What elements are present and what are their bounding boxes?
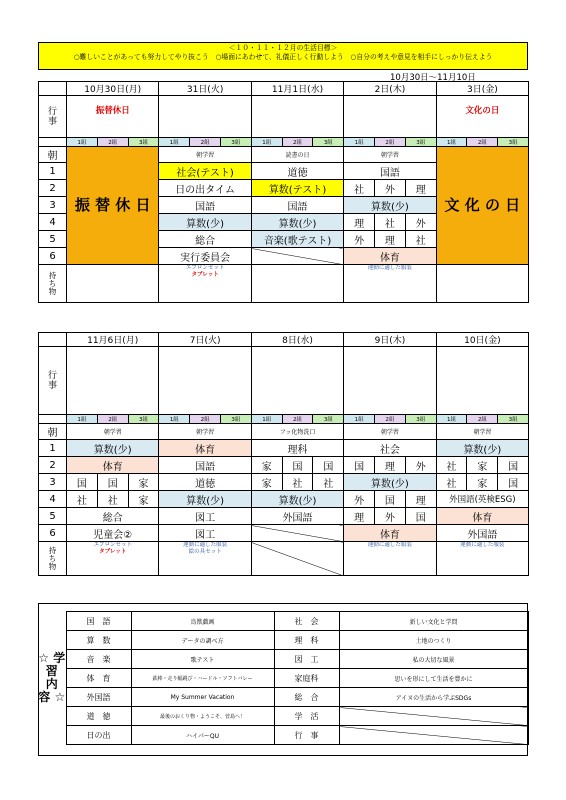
class-3-label: 3組 [128,138,159,147]
goal-text: ○難しいことがあっても努力してやり抜こう ○場面にあわせて、礼儀正しく行動しよう ○自分の考えや意見を相手にしっかり伝えよう [73,53,493,61]
class-2-label: 2組 [97,415,128,424]
lesson-cell: 図工 [159,525,251,542]
lesson-cell: 道徳 [251,163,343,180]
lesson-cell: 音楽(歌テスト) [251,231,343,248]
lesson-cell: 外 [405,457,436,474]
morning-cell: 朝学習 [159,424,251,440]
class-1-label: 1組 [159,138,190,147]
lesson-cell: 社 [436,474,467,491]
morning-label: 朝 [39,147,67,163]
lesson-cell: 外 [375,508,406,525]
event-cell [344,96,436,138]
week1-table: 10月30日(月) 31日(火) 11月1日(水) 2日(木) 3日(金) 行 事 振替休日 文化の日 1組 2組 3組 1組 2組 3組 1組 2組 3組 1組 2組 3組 1組 2組 3組 朝 振 替 休 日 朝学習 読書の日 朝学習 文 化 の 日 1 社会(テスト) 道徳 国語 2 日の出タイム 算数(テスト) 社 外 理 3 国語 国語 算数(少) 4 算数(少) 算数(少) 理 社 外 5 総合 音楽(歌テスト) 外 理 社 6 実行委員会 体育 持 ち 物 エプロンセット タブレット 運動に適した服装 [38,81,529,303]
class-1-label: 1組 [159,415,190,424]
subject-label: 外国語 [66,688,131,707]
lesson-cell: 日の出タイム [159,180,251,197]
lesson-cell: 算数(少) [436,440,528,457]
class-1-label: 1組 [436,415,467,424]
subject-label: 日の出 [66,726,131,745]
subject-label: 音 楽 [66,650,131,669]
class-1-label: 1組 [67,415,98,424]
morning-cell: 朝学習 [159,147,251,163]
lesson-cell: 国 [344,457,375,474]
empty-slot [251,525,343,542]
lesson-cell: 国 [498,474,529,491]
lesson-cell: 理 [405,491,436,508]
lesson-cell: 国 [498,457,529,474]
lesson-cell: 算数(少) [344,197,436,214]
lesson-cell: 外 [344,491,375,508]
holiday-block: 文 化 の 日 [436,147,528,265]
subject-label: 道 徳 [66,707,131,726]
subject-content: 土地のつくり [339,631,528,650]
study-content-table [38,611,529,745]
belongings-label: 持 ち 物 [39,265,67,303]
subject-label: 総 合 [274,688,339,707]
lesson-cell: 家 [467,474,498,491]
lesson-cell: 算数(少) [251,491,343,508]
belongings-cell: 運動に適した服装 [344,542,436,576]
lesson-cell: 算数(少) [251,214,343,231]
lesson-cell: 家 [251,457,282,474]
lesson-cell: 外 [405,214,436,231]
class-2-label: 2組 [282,415,313,424]
subject-label: 社 会 [274,612,339,631]
lesson-cell: 外国語 [251,508,343,525]
class-3-label: 3組 [405,415,436,424]
lesson-cell: 社 [344,180,375,197]
lesson-cell: 総合 [159,231,251,248]
event-cell: 文化の日 [436,96,528,138]
class-3-label: 3組 [313,415,344,424]
subject-label: 学 活 [274,707,339,726]
lesson-cell: 理科 [251,440,343,457]
class-1-label: 1組 [344,138,375,147]
morning-cell: 読書の日 [251,147,343,163]
event-cell: 振替休日 [67,96,159,138]
life-goal-banner [38,42,528,70]
class-1-label: 1組 [436,138,467,147]
lesson-cell: 国語 [251,197,343,214]
class-2-label: 2組 [282,138,313,147]
lesson-cell: 算数(少) [159,214,251,231]
class-3-label: 3組 [313,138,344,147]
morning-cell: 朝学習 [436,424,528,440]
day-header: 9日(木) [344,333,436,347]
study-title: ☆ 学 習 内 容 ☆ [38,651,66,704]
subject-content: 歌テスト [131,650,274,669]
lesson-cell: 外国語(英検ESG) [436,491,528,508]
lesson-cell: 算数(少) [344,474,436,491]
class-1-label: 1組 [251,138,282,147]
lesson-cell: 社 [282,474,313,491]
class-3-label: 3組 [220,138,251,147]
event-cell [159,96,251,138]
lesson-cell: 国 [282,457,313,474]
subject-content: ハイパーQU [131,726,274,745]
class-1-label: 1組 [344,415,375,424]
lesson-cell: 国 [67,474,98,491]
morning-cell: 朝学習 [344,147,436,163]
lesson-cell: 社会(テスト) [159,163,251,180]
class-2-label: 2組 [97,138,128,147]
class-3-label: 3組 [405,138,436,147]
class-2-label: 2組 [467,138,498,147]
events-label: 行 事 [39,96,67,138]
lesson-cell: 家 [251,474,282,491]
lesson-cell: 実行委員会 [159,248,251,265]
lesson-cell: 社会 [344,440,436,457]
subject-content: アイヌの生活から学ぶSDGs [339,688,528,707]
morning-label: 朝 [39,424,67,440]
empty-slot [339,726,528,745]
lesson-cell: 国 [375,491,406,508]
lesson-cell: 国 [405,508,436,525]
lesson-cell: 図工 [159,508,251,525]
subject-content: データの調べ方 [131,631,274,650]
lesson-cell: 外国語 [436,525,528,542]
lesson-cell: 体育 [344,525,436,542]
lesson-cell: 社 [313,474,344,491]
lesson-cell: 国 [313,457,344,474]
day-header: 10日(金) [436,333,528,347]
morning-cell: 朝学習 [344,424,436,440]
class-3-label: 3組 [128,415,159,424]
lesson-cell: 国語 [159,197,251,214]
class-2-label: 2組 [190,138,221,147]
belongings-cell: 運動に適した服装 [436,542,528,576]
day-header: 7日(火) [159,333,251,347]
lesson-cell: 児童会② [67,525,159,542]
lesson-cell: 算数(少) [67,440,159,457]
lesson-cell: 理 [344,214,375,231]
class-3-label: 3組 [498,138,529,147]
event-cell [344,347,436,415]
empty-slot [339,707,528,726]
belongings-cell: エプロンセット タブレット [159,265,251,303]
subject-label: 家庭科 [274,669,339,688]
subject-content: 新しい文化と学問 [339,612,528,631]
class-2-label: 2組 [190,415,221,424]
lesson-cell: 体育 [67,457,159,474]
lesson-cell: 社 [97,491,128,508]
morning-cell: フッ化物洗口 [251,424,343,440]
belongings-cell: エプロンセット タブレット [67,542,159,576]
class-2-label: 2組 [375,415,406,424]
date-range: 10月30日～11月10日 [390,73,476,83]
event-cell [436,347,528,415]
subject-label: 理 科 [274,631,339,650]
empty-slot [251,542,343,576]
lesson-cell: 国 [97,474,128,491]
subject-content: 鳥獣戯画 [131,612,274,631]
event-cell [159,347,251,415]
subject-content: My Summer Vacation [131,688,274,707]
lesson-cell: 道徳 [159,474,251,491]
class-3-label: 3組 [498,415,529,424]
lesson-cell: 家 [467,457,498,474]
lesson-cell: 社 [375,214,406,231]
event-cell [251,96,343,138]
lesson-cell: 家 [128,491,159,508]
lesson-cell: 体育 [436,508,528,525]
subject-label: 算 数 [66,631,131,650]
lesson-cell: 家 [128,474,159,491]
morning-cell: 朝学習 [67,424,159,440]
class-1-label: 1組 [251,415,282,424]
class-3-label: 3組 [221,415,252,424]
lesson-cell: 理 [344,508,375,525]
subject-label: 体 育 [66,669,131,688]
class-2-label: 2組 [375,138,406,147]
lesson-cell: 体育 [344,248,436,265]
lesson-cell: 算数(テスト) [251,180,343,197]
subject-label: 国 語 [66,612,131,631]
subject-content: 思いを形にして生活を豊かに [339,669,528,688]
subject-content: 最後のおくり物・ようこそ、菅島へ！ [131,707,274,726]
day-header: 2日(木) [344,82,436,96]
lesson-cell: 社 [436,457,467,474]
day-header: 11月1日(水) [251,82,343,96]
events-label: 行 事 [39,347,67,415]
lesson-cell: 算数(少) [159,491,251,508]
belongings-cell: 運動に適した服装 [344,265,436,303]
class-1-label: 1組 [67,138,98,147]
lesson-cell: 外 [344,231,375,248]
event-cell [251,347,343,415]
day-header: 3日(金) [436,82,528,96]
belongings-label: 持 ち 物 [39,542,67,576]
lesson-cell: 体育 [159,440,251,457]
subject-label: 図 工 [274,650,339,669]
subject-label: 行 事 [274,726,339,745]
lesson-cell: 理 [375,231,406,248]
subject-content: 鉄棒・走り幅跳び・ハードル・ソフトバレー [131,669,274,688]
lesson-cell: 外 [375,180,406,197]
empty-slot [251,248,343,265]
lesson-cell: 総合 [67,508,159,525]
subject-content: 私の大切な風景 [339,650,528,669]
lesson-cell: 社 [67,491,98,508]
lesson-cell: 国語 [344,163,436,180]
week2-table: 11月6日(月) 7日(火) 8日(水) 9日(木) 10日(金) 行 事 1組 2組 3組 1組 2組 3組 1組 2組 3組 1組 2組 3組 1組 2組 3組 朝 朝学習 朝学習 フッ化物洗口 朝学習 朝学習 1 算数(少) 体育 理科 社会 算数(少) 2 体育 国語 家 国 国 国 理 外 社 家 国 3 国 国 家 道徳 家 社 社 算数(少) 社 家 国 4 社 社 家 算数(少) 算数(少) 外 国 理 外国語(英検ESG) 5 総合 図工 外国語 理 外 国 体育 6 児童会② 図工 体育 外国語 持 ち 物 エプロンセット タブレット 運動に適した服装 絵の具セット 運動に適した服装 運動に適した服装 [38,332,529,576]
goal-title: ＜１０・１１・１２月の生活目標＞ [228,44,338,52]
day-header: 11月6日(月) [67,333,159,347]
day-header: 31日(火) [159,82,251,96]
lesson-cell: 理 [375,457,406,474]
lesson-cell: 社 [405,231,436,248]
event-cell [67,347,159,415]
lesson-cell: 理 [405,180,436,197]
class-2-label: 2組 [467,415,498,424]
day-header: 10月30日(月) [67,82,159,96]
belongings-cell: 運動に適した服装 絵の具セット [159,542,251,576]
lesson-cell: 国語 [159,457,251,474]
holiday-block: 振 替 休 日 [67,147,159,265]
day-header: 8日(水) [251,333,343,347]
